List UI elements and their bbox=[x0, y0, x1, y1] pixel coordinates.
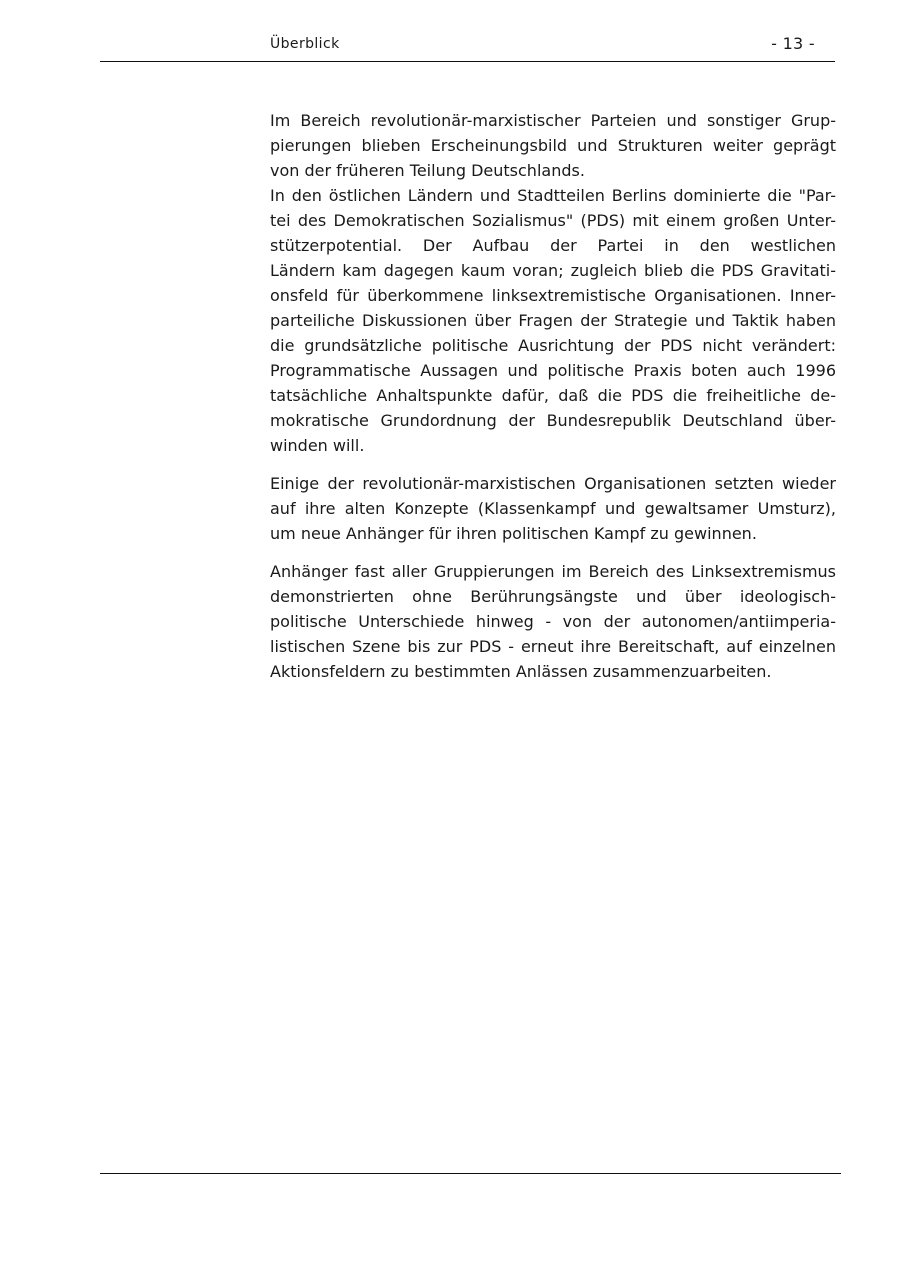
text-line: listischen Szene bis zur PDS - erneut ihre Bereitschaft, auf einzelnen bbox=[270, 637, 836, 656]
text-line: onsfeld für überkommene linksextremistische Organisationen. Inner- bbox=[270, 286, 836, 305]
text-line: In den östlichen Ländern und Stadtteilen Berlins dominierte die "Par- bbox=[270, 186, 836, 205]
text-line: um neue Anhänger für ihren politischen Kampf zu gewinnen. bbox=[270, 524, 757, 543]
paragraph-3 bbox=[270, 471, 836, 546]
text-line: auf ihre alten Konzepte (Klassenkampf und gewaltsamer Umsturz), bbox=[270, 499, 836, 518]
text-line: tei des Demokratischen Sozialismus" (PDS) mit einem großen Unter- bbox=[270, 211, 836, 230]
text-line: Ländern kam dagegen kaum voran; zugleich blieb die PDS Gravitati- bbox=[270, 261, 836, 280]
section-title: Überblick bbox=[270, 36, 340, 52]
text-line: Programmatische Aussagen und politische Praxis boten auch 1996 bbox=[270, 361, 836, 380]
text-line: von der früheren Teilung Deutschlands. bbox=[270, 161, 585, 180]
text-line: demonstrierten ohne Berührungsängste und über ideologisch- bbox=[270, 587, 836, 606]
text-line: winden will. bbox=[270, 436, 365, 455]
body-text bbox=[270, 108, 836, 684]
text-line: parteiliche Diskussionen über Fragen der Strategie und Taktik haben bbox=[270, 311, 836, 330]
text-line: mokratische Grundordnung der Bundesrepublik Deutschland über- bbox=[270, 411, 836, 430]
text-line: die grundsätzliche politische Ausrichtung der PDS nicht verändert: bbox=[270, 336, 836, 355]
text-line: Anhänger fast aller Gruppierungen im Bereich des Linksextremismus bbox=[270, 562, 836, 581]
text-line: politische Unterschiede hinweg - von der autonomen/antiimperia- bbox=[270, 612, 836, 631]
header-rule bbox=[100, 61, 835, 62]
footer-rule bbox=[100, 1173, 841, 1174]
text-line: Aktionsfeldern zu bestimmten Anlässen zusammenzuarbeiten. bbox=[270, 662, 772, 681]
paragraph-2 bbox=[270, 183, 836, 458]
paragraph-1 bbox=[270, 108, 836, 183]
text-line: Im Bereich revolutionär-marxistischer Parteien und sonstiger Grup- bbox=[270, 111, 836, 130]
text-line: stützerpotential. Der Aufbau der Partei in den westlichen bbox=[270, 236, 836, 255]
text-line: Einige der revolutionär-marxistischen Organisationen setzten wieder bbox=[270, 474, 836, 493]
text-line: tatsächliche Anhaltspunkte dafür, daß die PDS die freiheitliche de- bbox=[270, 386, 836, 405]
page-header bbox=[100, 30, 835, 62]
page-number: - 13 - bbox=[771, 34, 815, 53]
paragraph-4 bbox=[270, 559, 836, 684]
text-line: pierungen blieben Erscheinungsbild und Strukturen weiter geprägt bbox=[270, 136, 836, 155]
